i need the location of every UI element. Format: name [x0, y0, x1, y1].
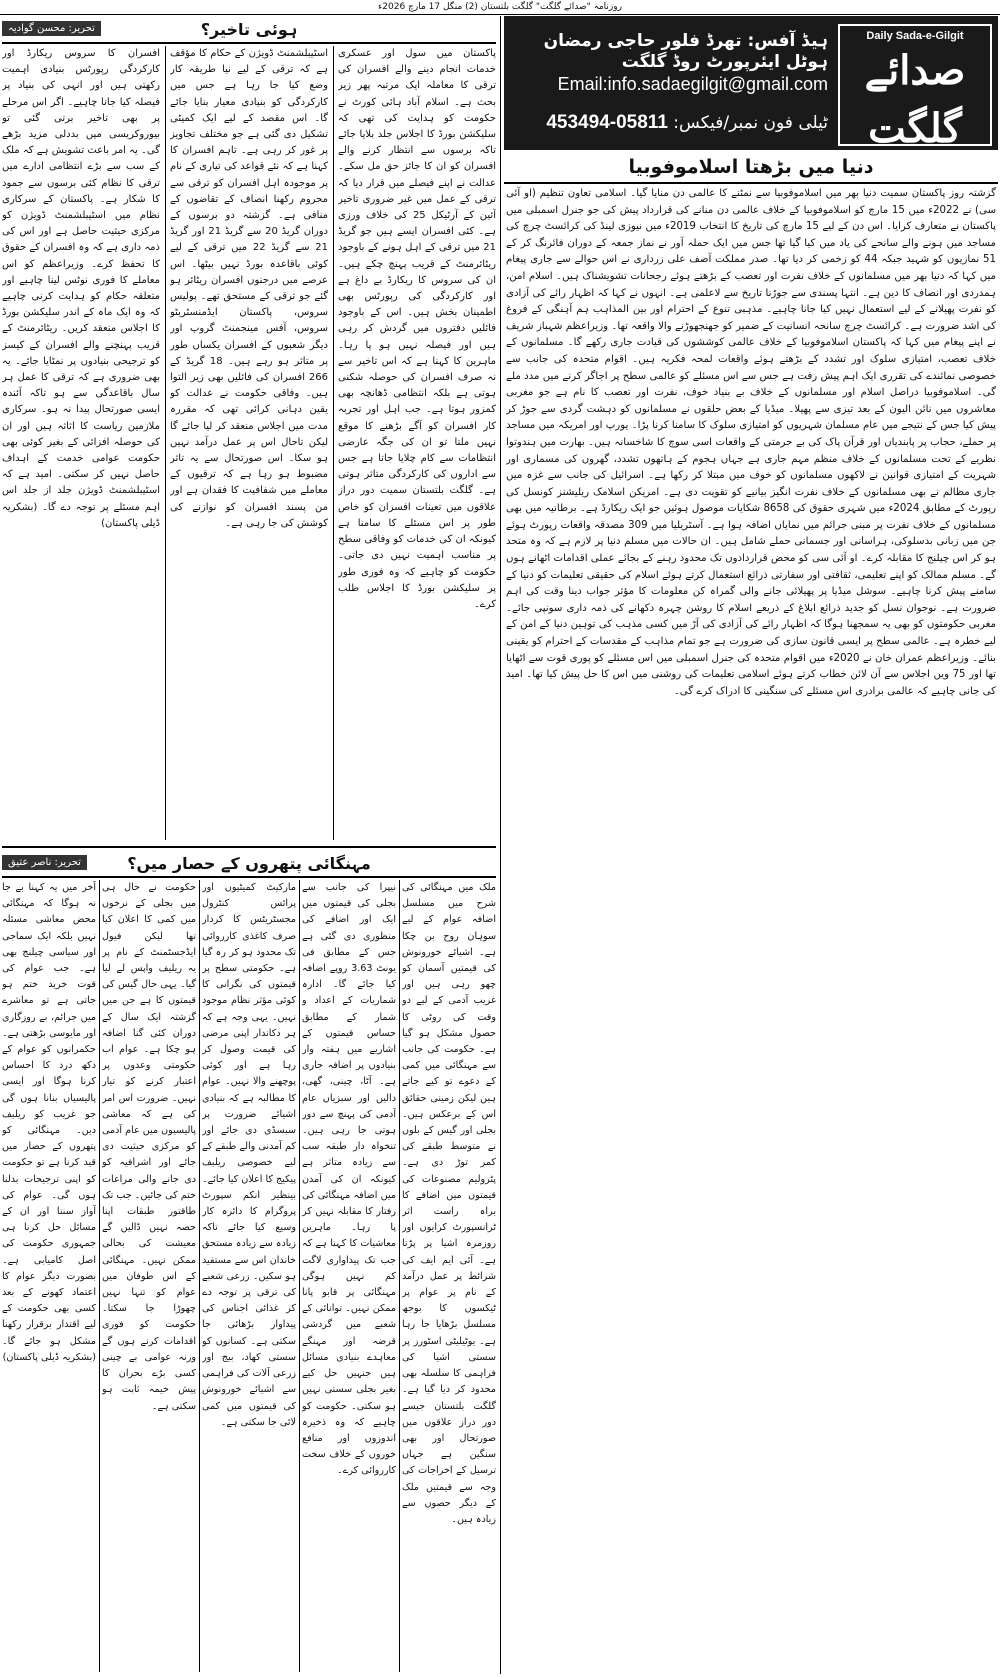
article1-column-2: اسٹیبلشمنٹ ڈویژن کے حکام کا مؤقف ہے کہ ترقی کے لیے نیا طریقہ کار وضع کیا جا رہا ہے جس میں کارکردگی کو بنیادی معیار بنایا جائے گا۔ اس مقصد کے لیے ایک کمیٹی تشکیل دی گئی ہے جو مختلف تجاویز پر غور کر رہی ہے۔ تاہم افسران کا کہنا ہے کہ نئے قواعد کی تیاری کے نام پر موجودہ اہل افسران کو ترقی سے محروم رکھنا انصاف کے تقاضوں کے منافی ہے۔ گزشتہ دو برسوں کے دوران گریڈ 20 سے گریڈ 21 اور گریڈ 21 سے گریڈ 22 میں ترقی کے لیے کوئی باقاعدہ بورڈ نہیں بیٹھا۔ اس عرصے میں درجنوں افسران ریٹائر ہو گئے جو ترقی کے مستحق تھے۔ پولیس سروس، پاکستان ایڈمنسٹریٹو سروس، آفس مینجمنٹ گروپ اور دیگر شعبوں کے افسران یکساں طور پر متاثر ہو رہے ہیں۔ 18 گریڈ کے 266 افسران کی فائلیں بھی زیر التوا ہیں۔ وفاقی حکومت نے عدالت کو یقین دہانی کرائی تھی کہ مقررہ مدت میں اجلاس منعقد کر لیا جائے گا لیکن تاحال اس پر عمل درآمد نہیں ہو سکا۔ اس صورتحال سے یہ تاثر مضبوط ہو رہا ہے کہ ترقیوں کے معاملے میں شفافیت کا فقدان ہے اور من پسند افسران کو نوازنے کی کوشش کی جا رہی ہے۔ [170, 48, 328, 529]
editorial-body: گزشتہ روز پاکستان سمیت دنیا بھر میں اسلاموفوبیا سے نمٹنے کا عالمی دن منایا گیا۔ اسلامی تعاون تنظیم (او آئی سی) نے 2022ء میں 15 مارچ کو اسلاموفوبیا کے خلاف عالمی دن منانے کی قرارداد پیش کی جو جنرل اسمبلی میں پاکستان نے متعارف کرایا۔ اس دن کے لیے 15 مارچ کی تاریخ کا انتخاب 2019ء میں نیوزی لینڈ کی کرائسٹ چرچ کی مساجد میں ہونے والے سانحے کی یاد میں کیا گیا تھا جس میں ایک حملہ آور نے نماز جمعہ کے دوران فائرنگ کر کے 51 نمازیوں کو شہید جبکہ 44 کو زخمی کر دیا تھا۔ صدر مملکت آصف علی زرداری نے اس حوالے سے جاری پیغام میں کہا کہ دنیا بھر میں مسلمانوں کے خلاف نفرت اور تعصب کے بڑھتے ہوئے رجحانات تشویشناک ہیں۔ اسلام امن، ہمدردی اور انصاف کا دین ہے۔ انتہا پسندی سے جوڑنا تاریخ سے لاعلمی ہے۔ انہوں نے کہا کہ اظہار رائے کی آزادی کو نفرت پھیلانے کے لیے استعمال نہیں کیا جانا چاہیے۔ مذہبی تنوع کے احترام اور بین المذاہب ہم آہنگی کے فروغ کی اشد ضرورت ہے۔ کرائسٹ چرچ سانحہ انسانیت کے ضمیر کو جھنجھوڑنے والا واقعہ تھا۔ وزیراعظم شہباز شریف نے اپنے پیغام میں کہا کہ پاکستان اسلاموفوبیا کے خلاف عالمی کوششوں کی قیادت جاری رکھے گا۔ مسلمانوں کے خلاف تعصب، امتیازی سلوک اور تشدد کے بڑھتے ہوئے واقعات لمحہ فکریہ ہیں۔ اقوام متحدہ کی جانب سے خصوصی نمائندے کی تقرری ایک اہم پیش رفت ہے جس سے اس مسئلے کو عالمی سطح پر اجاگر کرنے میں مدد ملے گی۔ اسلاموفوبیا دراصل اسلام اور مسلمانوں کے خلاف بے بنیاد خوف، نفرت اور تعصب کا نام ہے جو مغربی معاشروں میں نائن الیون کے بعد تیزی سے پھیلا۔ میڈیا کے بعض حلقوں نے مسلمانوں کو دہشت گردی سے جوڑ کر پیش کیا جس کے نتیجے میں عام مسلمان شہریوں کو امتیازی سلوک کا سامنا کرنا پڑا۔ یورپ اور امریکہ میں مساجد پر حملے، حجاب پر پابندیاں اور قرآن پاک کی بے حرمتی کے واقعات اسی سوچ کا شاخسانہ ہیں۔ بھارت میں ہندوتوا نظریے کے تحت مسلمانوں کے خلاف منظم مہم جاری ہے جہاں ہجوم کے ہاتھوں تشدد، گھروں کی مسماری اور شہریت کے امتیازی قوانین نے لاکھوں مسلمانوں کو خوف میں مبتلا کر رکھا ہے۔ اسرائیل کی جانب سے غزہ میں جاری مظالم نے بھی مسلمانوں کے خلاف نفرت انگیز بیانیے کو تقویت دی ہے۔ امریکن اسلامک ریلیشنز کونسل کی رپورٹ کے مطابق 2024ء میں شہری حقوق کی 8658 شکایات موصول ہوئیں جو ایک ریکارڈ ہے۔ برطانیہ میں بھی مسلمانوں کے خلاف نفرت پر مبنی جرائم میں نمایاں اضافہ ہوا ہے۔ آسٹریلیا میں 309 مصدقہ واقعات رپورٹ ہوئے جن میں زبانی بدسلوکی، ہراسانی اور جسمانی حملے شامل ہیں۔ ان حالات میں مسلم دنیا پر لازم ہے کہ وہ متحد ہو کر اس چیلنج کا مقابلہ کرے۔ او آئی سی کو محض قراردادوں تک محدود رہنے کے بجائے عملی اقدامات اٹھانے ہوں گے۔ مسلم ممالک کو اپنے تعلیمی، ثقافتی اور سفارتی ذرائع استعمال کرتے ہوئے اسلام کی حقیقی تعلیمات کو دنیا کے سامنے پیش کرنا چاہیے۔ سوشل میڈیا پر پھیلائی جانے والی گمراہ کن معلومات کا مؤثر جواب دینا وقت کی اہم ضرورت ہے۔ نوجوان نسل کو جدید ذرائع ابلاغ کے ذریعے اسلام کا روشن چہرہ دکھانے کی ذمہ داری سونپی جائے۔ مغربی حکومتوں کو بھی یہ سمجھنا ہوگا کہ اظہار رائے کی آزادی کی آڑ میں کسی مذہب کی توہین دنیا کے امن کے لیے خطرہ ہے۔ عالمی سطح پر ایسی قانون سازی کی ضرورت ہے جو تمام مذاہب کے مقدسات کے احترام کو یقینی بنائے۔ وزیراعظم عمران خان نے 2020ء میں اقوام متحدہ کی جنرل اسمبلی میں اس مسئلے کو پوری قوت سے اٹھایا تھا اور 75 ویں اجلاس سے آن لائن خطاب کرتے ہوئے اسلامی تعلیمات کی روشنی میں اس کا حل پیش کیا تھا۔ امید کی جانی چاہیے کہ عالمی برادری اس مسئلے کی سنگینی کا ادراک کرے گی۔ [506, 188, 996, 697]
article2-column-4: حکومت نے حال ہی میں بجلی کے نرخوں میں کمی کا اعلان کیا تھا لیکن فیول ایڈجسٹمنٹ کے نام پر یہ ریلیف واپس لے لیا گیا۔ یہی حال گیس کی قیمتوں کا ہے جن میں گزشتہ ایک سال کے دوران کئی گنا اضافہ ہو چکا ہے۔ عوام اب حکومتی وعدوں پر اعتبار کرنے کو تیار نہیں۔ ضرورت اس امر کی ہے کہ معاشی پالیسیوں میں عام آدمی کو مرکزی حیثیت دی جائے اور اشرافیہ کو دی جانے والی مراعات ختم کی جائیں۔ جب تک طاقتور طبقات اپنا حصہ نہیں ڈالیں گے معیشت کی بحالی ممکن نہیں۔ مہنگائی کے اس طوفان میں عوام کو تنہا نہیں چھوڑا جا سکتا۔ حکومت کو فوری اقدامات کرنے ہوں گے ورنہ عوامی بے چینی کسی بڑے بحران کا پیش خیمہ ثابت ہو سکتی ہے۔ [102, 882, 196, 1412]
section-divider [2, 846, 496, 848]
newspaper-logo [838, 24, 992, 152]
head-office-address: ہیڈ آفس: تھرڈ فلور حاجی رمضان ہوٹل ایئرپورٹ روڈ گلگت [543, 31, 828, 72]
article2-column-5: آخر میں یہ کہنا بے جا نہ ہوگا کہ مہنگائی محض معاشی مسئلہ نہیں بلکہ ایک سماجی اور سیاسی چیلنج بھی ہے۔ جب عوام کی قوت خرید ختم ہو جاتی ہے تو معاشرے میں جرائم، بے روزگاری اور مایوسی بڑھتی ہے۔ حکمرانوں کو عوام کے دکھ درد کا احساس کرنا ہوگا اور ایسی پالیسیاں بنانا ہوں گی جو غریب کو ریلیف دیں۔ مہنگائی کو پتھروں کے حصار میں قید کرنا ہے تو حکومت کو اپنی ترجیحات بدلنا ہوں گی۔ عوام کی آواز سننا اور ان کے مسائل حل کرنا ہی جمہوری حکومت کی اصل کامیابی ہے۔ بصورت دیگر عوام کا اعتماد کھونے کے بعد کسی بھی حکومت کے لیے اقتدار برقرار رکھنا مشکل ہو جائے گا۔ (بشکریہ ڈیلی پاکستان) [2, 882, 96, 1363]
contact-email: Email:info.sadaegilgit@gmail.com [557, 74, 828, 94]
article2-byline: تحریر: ناصر عتیق [2, 855, 87, 870]
phone-label: ٹیلی فون نمبر/فیکس: [673, 113, 828, 133]
page-header-strip: روزنامہ "صدائے گلگت" گلگت بلتستان (2) منگل 17 مارچ 2026ء [0, 0, 1000, 15]
column-rule [99, 880, 100, 1672]
article2-column-2: نیپرا کی جانب سے بجلی کی قیمتوں میں ایک اور اضافے کی منظوری دی گئی ہے جس کے مطابق فی یونٹ 3.63 روپے اضافہ کیا جائے گا۔ ادارہ شماریات کے اعداد و شمار کے مطابق حساس قیمتوں کے اشاریے میں ہفتہ وار بنیادوں پر اضافہ جاری ہے۔ آٹا، چینی، گھی، دالیں اور سبزیاں عام آدمی کی پہنچ سے دور ہوتی جا رہی ہیں۔ تنخواہ دار طبقہ سب سے زیادہ متاثر ہے کیونکہ ان کی آمدن میں اضافہ مہنگائی کی رفتار کا مقابلہ نہیں کر پا رہا۔ ماہرین معاشیات کا کہنا ہے کہ جب تک پیداواری لاگت کم نہیں ہوگی مہنگائی پر قابو پانا ممکن نہیں۔ توانائی کے شعبے میں گردشی قرضہ اور مہنگے معاہدے بنیادی مسائل ہیں جنہیں حل کیے بغیر بجلی سستی نہیں ہو سکتی۔ حکومت کو چاہیے کہ وہ ذخیرہ اندوزوں اور منافع خوروں کے خلاف سخت کارروائی کرے۔ [302, 882, 396, 1477]
editorial-title: دنیا میں بڑھتا اسلاموفوبیا [504, 152, 998, 184]
column-rule [399, 880, 400, 1672]
article1-column-1: پاکستان میں سول اور عسکری خدمات انجام دینے والے افسران کی ترقی کا معاملہ ایک مرتبہ پھر زیر بحث ہے۔ اسلام آباد ہائی کورٹ نے حکومت کو ہدایت کی تھی کہ سلیکشن بورڈ کا اجلاس جلد بلایا جائے تاکہ برسوں سے انتظار کرنے والے افسران کو ان کا جائز حق مل سکے۔ عدالت نے اپنے فیصلے میں قرار دیا کہ ترقی کے عمل میں غیر ضروری تاخیر آئین کے آرٹیکل 25 کی خلاف ورزی ہے۔ کئی افسران ایسے ہیں جو گریڈ 21 میں ترقی کے اہل ہونے کے باوجود ریٹائرمنٹ کے قریب پہنچ چکے ہیں۔ ان کی سروس کا ریکارڈ بے داغ ہے اور کارکردگی کی رپورٹس بھی اطمینان بخش ہیں۔ اس کے باوجود فائلیں دفتروں میں گردش کر رہی ہیں اور فیصلہ نہیں ہو پا رہا۔ ماہرین کا کہنا ہے کہ اس تاخیر سے نہ صرف افسران کی حوصلہ شکنی ہوتی ہے بلکہ انتظامی ڈھانچہ بھی کمزور ہوتا ہے۔ جب اہل اور تجربہ کار افسران کو آگے بڑھنے کا موقع نہیں ملتا تو ان کی جگہ عارضی انتظامات سے کام چلایا جاتا ہے جس سے اداروں کی کارکردگی متاثر ہوتی ہے۔ گلگت بلتستان سمیت دور دراز علاقوں میں تعینات افسران کو خاص طور پر اس مسئلے کا سامنا ہے کیونکہ ان کی خدمات کو وفاقی سطح پر مناسب اہمیت نہیں دی جاتی۔ حکومت کو چاہیے کہ وہ فوری طور پر سلیکشن بورڈ کا اجلاس طلب کرے۔ [338, 48, 496, 610]
masthead [504, 16, 998, 150]
article2-column-1: ملک میں مہنگائی کی شرح میں مسلسل اضافہ عوام کے لیے سوہان روح بن چکا ہے۔ اشیائے خورونوش کی قیمتیں آسمان کو چھو رہی ہیں اور غریب آدمی کے لیے دو وقت کی روٹی کا حصول مشکل ہو گیا ہے۔ حکومت کی جانب سے مہنگائی میں کمی کے دعوے تو کیے جاتے ہیں لیکن زمینی حقائق اس کے برعکس ہیں۔ بجلی اور گیس کے بلوں نے متوسط طبقے کی کمر توڑ دی ہے۔ پٹرولیم مصنوعات کی قیمتوں میں اضافے کا براہ راست اثر ٹرانسپورٹ کرایوں اور روزمرہ اشیا پر پڑتا ہے۔ آئی ایم ایف کی شرائط پر عمل درآمد کے نام پر عوام پر ٹیکسوں کا بوجھ مسلسل بڑھایا جا رہا ہے۔ یوٹیلیٹی اسٹورز پر سستی اشیا کی فراہمی کا سلسلہ بھی محدود کر دیا گیا ہے۔ گلگت بلتستان جیسے دور دراز علاقوں میں صورتحال اور بھی سنگین ہے جہاں ترسیل کے اخراجات کی وجہ سے قیمتیں ملک کے دیگر حصوں سے زیادہ ہیں۔ [402, 882, 496, 1525]
column-rule [165, 46, 166, 840]
article1-title: ہوئی تاخیر؟ [2, 18, 496, 44]
column-rule [199, 880, 200, 1672]
article1-byline: تحریر: محسن گوادیہ [2, 21, 101, 36]
article1-column-3: افسران کا سروس ریکارڈ اور کارکردگی رپورٹس بنیادی اہمیت رکھتی ہیں اور انہی کی بنیاد پر فیصلہ کیا جانا چاہیے۔ اگر اس مرحلے پر بھی تاخیر برتی گئی تو بیوروکریسی میں بددلی مزید بڑھے گی۔ یہ امر باعث تشویش ہے کہ ملک کے سب سے بڑے انتظامی ادارے میں ترقی کا نظام کئی برسوں سے جمود کا شکار ہے۔ پاکستان کے سرکاری نظام میں اسٹیبلشمنٹ ڈویژن کو مرکزی حیثیت حاصل ہے اور اس کی ذمہ داری ہے کہ وہ افسران کے حقوق کا تحفظ کرے۔ وزیراعظم کو اس معاملے کا فوری نوٹس لینا چاہیے اور متعلقہ حکام کو ہدایت کرنی چاہیے کہ وہ ایک ماہ کے اندر سلیکشن بورڈ کا اجلاس منعقد کریں۔ ریٹائرمنٹ کے قریب پہنچنے والے افسران کے کیسز کو ترجیحی بنیادوں پر نمٹایا جائے۔ یہ بھی ضروری ہے کہ ترقی کا عمل ہر سال باقاعدگی سے ہو تاکہ آئندہ ایسی صورتحال پیدا نہ ہو۔ سرکاری ملازمین ریاست کا اثاثہ ہیں اور ان کی حوصلہ افزائی کے بغیر کوئی بھی حکومت عوامی خدمت کے اہداف حاصل نہیں کر سکتی۔ امید ہے کہ اسٹیبلشمنٹ ڈویژن جلد از جلد اس اہم مسئلے پر توجہ دے گا۔ (بشکریہ ڈیلی پاکستان) [2, 48, 160, 529]
logo-english: Daily Sada-e-Gilgit [866, 30, 964, 42]
column-rule [333, 46, 334, 840]
article2-title: مہنگائی پتھروں کے حصار میں؟ [2, 852, 496, 878]
logo-urdu: صدائے گلگت [864, 47, 966, 152]
article2-column-3: مارکیٹ کمیٹیوں اور پرائس کنٹرول مجسٹریٹس کا کردار صرف کاغذی کارروائی تک محدود ہو کر رہ گیا ہے۔ حکومتی سطح پر قیمتوں کی نگرانی کا کوئی مؤثر نظام موجود نہیں۔ یہی وجہ ہے کہ ہر دکاندار اپنی مرضی کی قیمت وصول کر رہا ہے اور کوئی پوچھنے والا نہیں۔ عوام کا مطالبہ ہے کہ بنیادی اشیائے ضرورت پر سبسڈی دی جائے اور کم آمدنی والے طبقے کے لیے خصوصی ریلیف پیکیج کا اعلان کیا جائے۔ بینظیر انکم سپورٹ پروگرام کا دائرہ کار وسیع کیا جائے تاکہ زیادہ سے زیادہ مستحق خاندان اس سے مستفید ہو سکیں۔ زرعی شعبے کی ترقی پر توجہ دے کر غذائی اجناس کی پیداوار بڑھائی جا سکتی ہے۔ کسانوں کو سستی کھاد، بیج اور زرعی آلات کی فراہمی سے اشیائے خورونوش کی قیمتوں میں کمی لائی جا سکتی ہے۔ [202, 882, 296, 1428]
column-rule [299, 880, 300, 1672]
phone-number: 05811-453494 [546, 112, 668, 133]
column-rule [500, 16, 501, 1674]
contact-phone [518, 112, 828, 134]
